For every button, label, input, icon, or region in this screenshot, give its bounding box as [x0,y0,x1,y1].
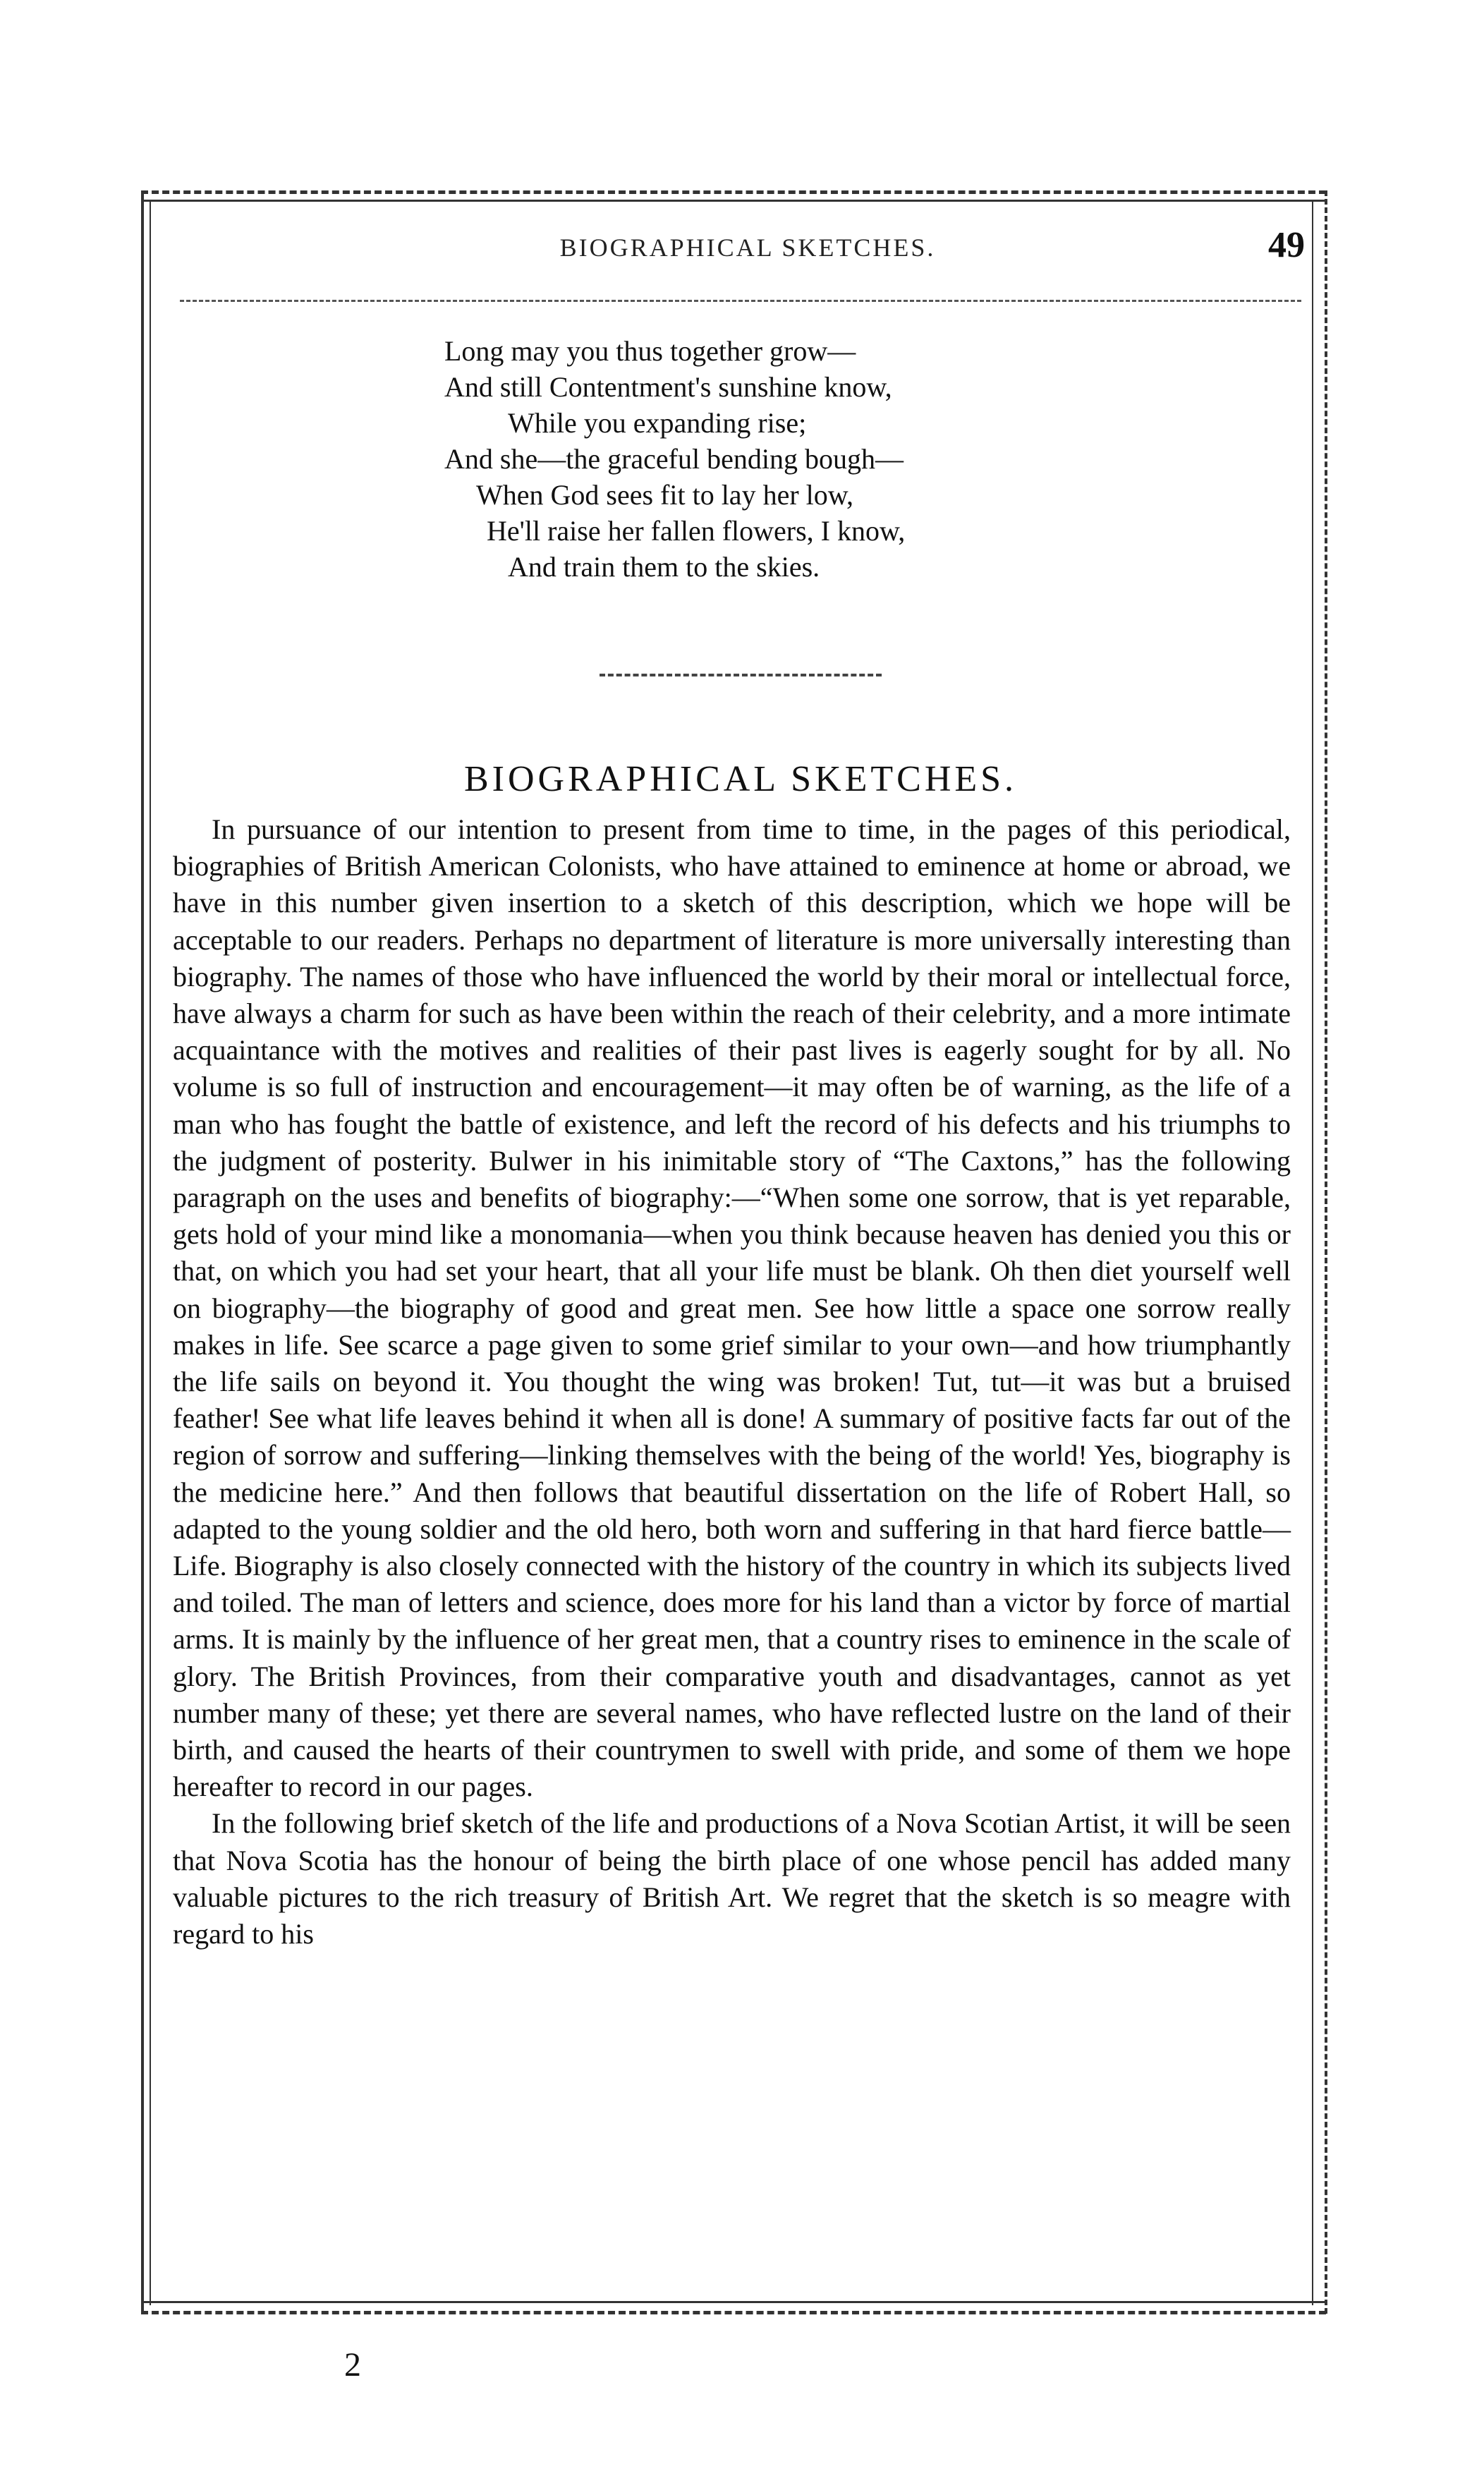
page-frame-left-inner [150,200,151,2305]
page-frame-top-inner [141,200,1326,202]
page-frame-right-inner [1312,200,1313,2305]
poem-line: He'll raise her fallen flowers, I know, [487,515,906,547]
poem-line: And train them to the skies. [508,551,820,583]
section-title: BIOGRAPHICAL SKETCHES. [463,759,1018,799]
header-rule [180,300,1301,302]
poem-line: And she—the graceful bending bough— [444,443,904,475]
paragraph: In the following brief sketch of the life and productions of a Nova Scotian Artist, it will be seen that Nova Scotia has the honour of being the birth place of one whose pencil has added many valuable pictures to the rich treasury of British Art. We regret that the sketch is so meagre with regard to his [173,1807,1291,1950]
section-separator [600,674,882,676]
signature-mark: 2 [344,2346,361,2384]
poem-line: Long may you thus together grow— [444,335,856,367]
poem-line: And still Contentment's sunshine know, [444,371,892,403]
page-frame-bottom-inner [141,2301,1326,2303]
poem-line: When God sees fit to lay her low, [476,479,854,511]
page-frame-right [1325,190,1327,2314]
poem-stanza [444,333,1079,585]
page-frame-top [141,190,1326,194]
poem-line: While you expanding rise; [508,407,807,439]
paragraph: In pursuance of our intention to present from time to time, in the pages of this periodical, biographies of British American Colonists, who have attained to eminence at home or abroad, we have in this number given insertion to a sketch of this description, which we hope will be acceptable to our readers. Perhaps no department of literature is more universally interesting than biography. The names of those who have influenced the world by their moral or intellectual force, have always a charm for such as have been within the reach of their celebrity, and a more intimate acquaintance with the motives and realities of their past lives is eagerly sought for by all. No volume is so full of instruction and encouragement—it may often be of warning, as the life of a man who has fought the battle of existence, and left the record of his defects and his triumphs to the judgment of posterity. Bulwer in his inimitable story of “The Caxtons,” has the following paragraph on the uses and benefits of biography:—“When some one sorrow, that is yet reparable, gets hold of your mind like a monomania—when you think because heaven has denied you this or that, on which you had set your heart, that all your life must be blank. Oh then diet yourself well on biography—the biography of good and great men. See how little a space one sorrow really makes in life. See scarce a page given to some grief similar to your own—and how triumphantly the life sails on beyond it. You thought the wing was broken! Tut, tut—it was but a bruised feather! See what life leaves behind it when all is done! A summary of positive facts far out of the region of sorrow and suffering—linking themselves with the being of the world! Yes, biography is the medicine here.” And then follows that beautiful dissertation on the life of Robert Hall, so adapted to the young soldier and the old hero, both worn and suffering in that hard fierce battle—Life. Biography is also closely connected with the history of the country in which its subjects lived and toiled. The man of letters and science, does more for his land than a victor by force of martial arms. It is mainly by the influence of her great men, that a country rises to eminence in the scale of glory. The British Provinces, from their comparative youth and disadvantages, cannot as yet number many of these; yet there are several names, who have reflected lustre on the land of their birth, and caused the hearts of their countrymen to swell with pride, and some of them we hope hereafter to record in our pages. [173,813,1291,1803]
page-frame-left [141,190,144,2314]
page-number: 49 [1268,225,1305,265]
running-head: BIOGRAPHICAL SKETCHES. [559,233,936,262]
page-frame-bottom [141,2311,1326,2314]
article-body [173,811,1291,1953]
